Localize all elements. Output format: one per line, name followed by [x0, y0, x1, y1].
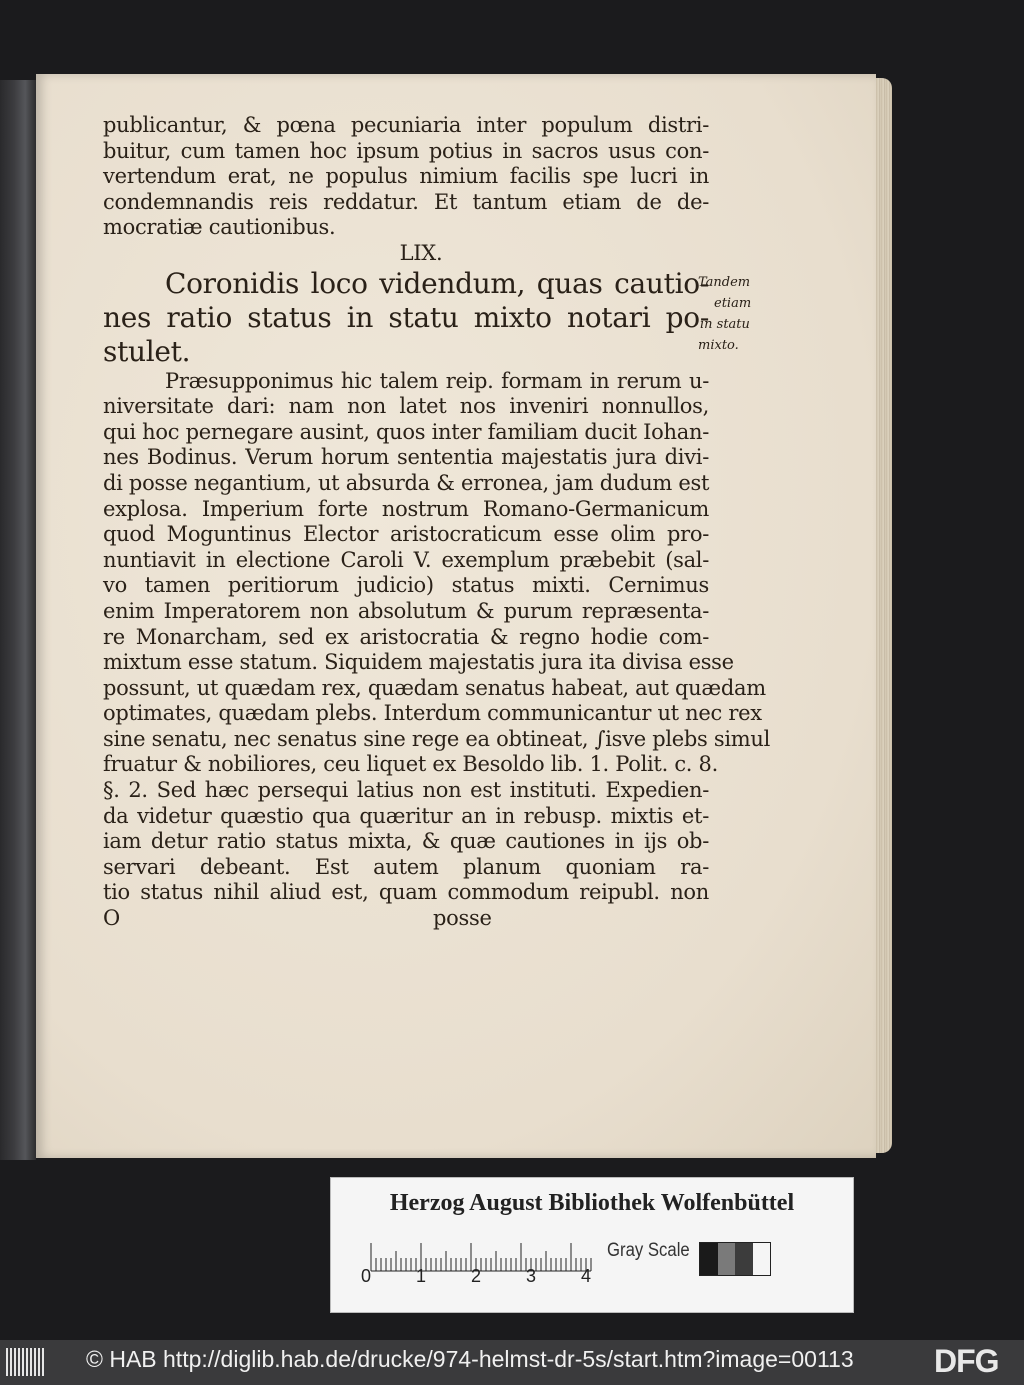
- book-binding-left: [0, 80, 36, 1160]
- text-line: mocratiæ cautionibus.: [103, 215, 336, 240]
- gray-swatch: [718, 1243, 736, 1275]
- body-line: qui hoc pernegare ausint, quos inter familiam ducit Iohan-: [103, 419, 709, 444]
- margin-note-line: mixto.: [698, 338, 739, 353]
- body-line: sine senatu, nec senatus sine rege ea obtineat, ∫isve plebs simul: [103, 726, 771, 751]
- gray-scale-label: Gray Scale: [607, 1240, 690, 1261]
- library-name: Herzog August Bibliothek Wolfenbüttel: [389, 1190, 795, 1216]
- signature-mark: O: [103, 906, 120, 931]
- ruler-label: 4: [581, 1266, 592, 1286]
- body-line: di posse negantium, ut absurda & erronea, jam dudum est: [103, 470, 710, 495]
- ruler-label: 1: [416, 1266, 427, 1286]
- catchword: posse: [433, 906, 492, 931]
- gray-scale-swatches: [699, 1242, 771, 1276]
- body-line: re Monarcham, sed ex aristocratia & regno hodie com-: [103, 624, 709, 649]
- body-line: da videtur quæstio qua quæritur an in rebusp. mixtis et-: [103, 803, 709, 828]
- body-line: Præsupponimus hic talem reip. formam in rerum u-: [165, 368, 709, 393]
- body-line: mixtum esse statum. Siquidem majestatis jura ita divisa esse: [103, 650, 734, 675]
- dfg-logo: DFG: [934, 1343, 999, 1379]
- body-line: §. 2. Sed hæc persequi latius non est instituti. Expedien-: [103, 778, 709, 803]
- body-line: nuntiavit in electione Caroli V. exemplum præbebit (sal-: [103, 547, 709, 572]
- body-line: optimates, quædam plebs. Interdum communicantur ut nec rex: [103, 701, 762, 726]
- text-line: vertendum erat, ne populus nimium facilis spe lucri in: [103, 164, 709, 189]
- text-line: condemnandis reis reddatur. Et tantum etiam de de-: [103, 189, 709, 214]
- margin-note: [694, 272, 774, 356]
- body-line: iam detur ratio status mixta, & quæ cautiones in ijs ob-: [103, 829, 709, 854]
- heading-line: Coronidis loco videndum, quas cautio-: [165, 266, 709, 300]
- text-line: buitur, cum tamen hoc ipsum potius in sacros usus con-: [103, 138, 709, 163]
- heading-line: stulet.: [103, 334, 191, 368]
- gray-swatch: [753, 1243, 771, 1275]
- ruler-label: 2: [471, 1266, 482, 1286]
- body-line: servari debeant. Est autem planum quoniam ra-: [103, 854, 709, 879]
- body-line: quod Moguntinus Elector aristocraticum esse olim pro-: [103, 522, 709, 547]
- ruler-labels: [361, 1266, 621, 1290]
- margin-note-line: Tandem: [698, 275, 751, 290]
- body-line: possunt, ut quædam rex, quædam senatus habeat, aut quædam: [103, 675, 766, 700]
- section-number: LIX.: [399, 240, 443, 265]
- signature-line: [103, 906, 709, 932]
- copyright-link[interactable]: © HAB http://diglib.hab.de/drucke/974-helmst-dr-5s/start.htm?image=00113: [86, 1346, 854, 1372]
- gray-swatch: [700, 1243, 718, 1275]
- body-line: vo tamen peritiorum judicio) status mixti. Cernimus: [103, 573, 709, 598]
- margin-note-line: in statu: [700, 317, 750, 332]
- text-line: publicantur, & pœna pecuniaria inter populum distri-: [103, 113, 709, 137]
- body-line: fruatur & nobiliores, ceu liquet ex Besoldo lib. 1. Polit. c. 8.: [103, 752, 718, 777]
- body-line: nes Bodinus. Verum horum sententia majestatis jura divi-: [103, 445, 709, 470]
- body-line: tio status nihil aliud est, quam commodum reipubl. non: [103, 880, 709, 905]
- footer-bar: [0, 1340, 1024, 1385]
- heading-line: nes ratio status in statu mixto notari po-: [103, 300, 709, 334]
- gray-swatch: [735, 1243, 753, 1275]
- margin-note-line: etiam: [714, 296, 752, 311]
- body-line: explosa. Imperium forte nostrum Romano-Germanicum: [103, 496, 709, 521]
- barcode-icon: [6, 1348, 46, 1376]
- ruler-label: 0: [361, 1266, 372, 1286]
- library-color-card: [330, 1177, 854, 1313]
- body-line: enim Imperatorem non absolutum & purum repræsenta-: [103, 598, 709, 623]
- body-line: niversitate dari: nam non latet nos inveniri nonnullos,: [103, 394, 709, 419]
- ruler-label: 3: [526, 1266, 537, 1286]
